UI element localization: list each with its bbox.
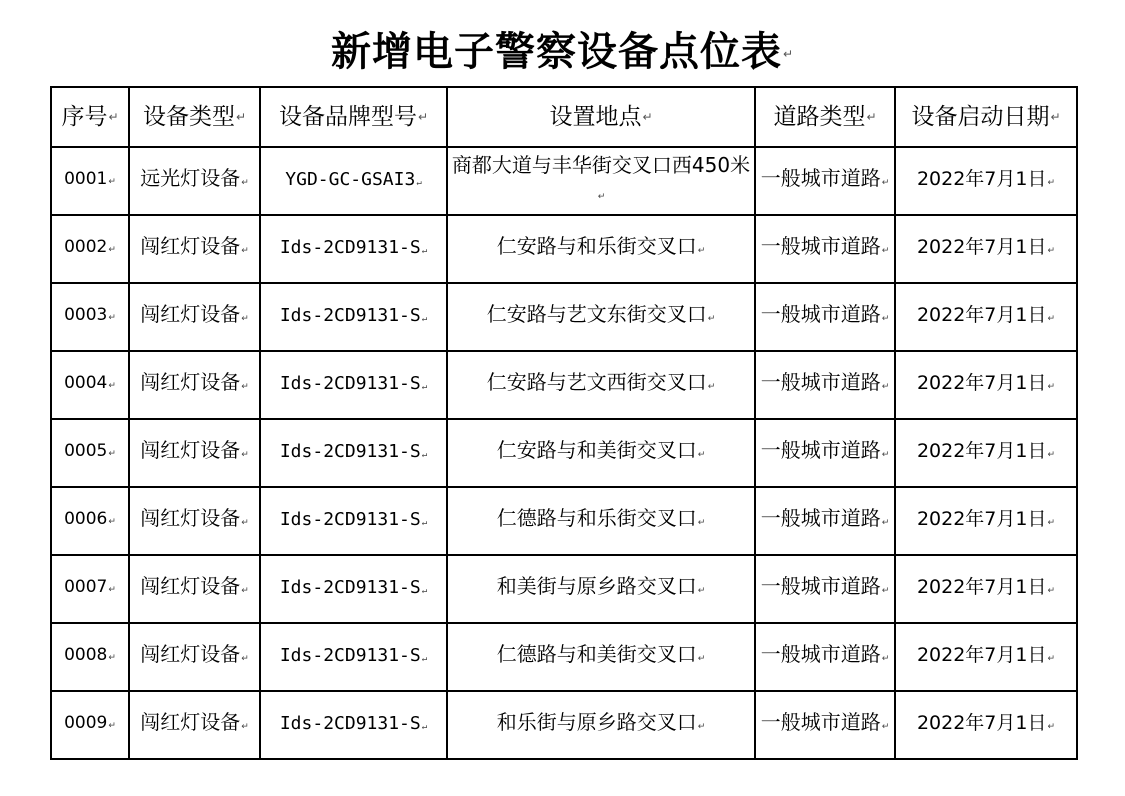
device-table	[50, 86, 1078, 760]
cell-end-mark-icon: ↵	[1047, 721, 1056, 732]
cell-end-mark-icon: ↵	[241, 586, 249, 596]
cell-road-type	[755, 487, 895, 555]
header-cell-location	[447, 87, 755, 147]
paragraph-mark-icon: ↵	[782, 47, 795, 61]
cell-road-type-text: 一般城市道路	[760, 710, 881, 734]
cell-end-mark-icon: ↵	[421, 449, 428, 460]
cell-model	[260, 351, 447, 419]
cell-location-text: 仁安路与和乐街交叉口	[496, 234, 697, 258]
cell-start-date-text: 2022年7月1日	[916, 235, 1047, 258]
cell-location	[447, 215, 755, 283]
cell-start-date-text: 2022年7月1日	[916, 643, 1047, 666]
table-row	[51, 623, 1077, 691]
cell-index	[51, 283, 129, 351]
cell-start-date	[895, 555, 1077, 623]
cell-start-date	[895, 351, 1077, 419]
cell-location-text: 仁安路与艺文西街交叉口	[486, 370, 707, 394]
cell-road-type	[755, 147, 895, 215]
cell-model-text: Ids-2CD9131-S	[279, 440, 421, 462]
cell-location-text: 仁安路与和美街交叉口	[496, 438, 697, 462]
cell-end-mark-icon: ↵	[697, 450, 706, 460]
cell-start-date	[895, 147, 1077, 215]
cell-end-mark-icon: ↵	[416, 177, 422, 188]
cell-road-type-text: 一般城市道路	[760, 234, 881, 258]
table-row	[51, 215, 1077, 283]
cell-device-type	[129, 691, 260, 759]
cell-index	[51, 147, 129, 215]
cell-end-mark-icon: ↵	[1047, 517, 1056, 528]
table-row	[51, 691, 1077, 759]
cell-end-mark-icon: ↵	[881, 382, 890, 392]
cell-end-mark-icon: ↵	[1047, 449, 1056, 460]
cell-end-mark-icon: ↵	[1047, 585, 1056, 596]
cell-index-text: 0009	[64, 713, 108, 733]
table-row	[51, 351, 1077, 419]
cell-model-text: Ids-2CD9131-S	[279, 372, 421, 394]
cell-road-type	[755, 351, 895, 419]
cell-start-date	[895, 419, 1077, 487]
cell-start-date-text: 2022年7月1日	[916, 575, 1047, 598]
paragraph-mark-icon: ↵	[642, 110, 653, 125]
cell-end-mark-icon: ↵	[697, 246, 706, 256]
cell-end-mark-icon: ↵	[421, 245, 428, 256]
cell-device-type	[129, 147, 260, 215]
cell-device-type	[129, 419, 260, 487]
cell-end-mark-icon: ↵	[881, 314, 890, 324]
paragraph-mark-icon: ↵	[417, 110, 429, 125]
cell-end-mark-icon: ↵	[421, 517, 428, 528]
cell-model	[260, 691, 447, 759]
cell-location-text: 和乐街与原乡路交叉口	[496, 710, 697, 734]
cell-index	[51, 555, 129, 623]
cell-location	[447, 283, 755, 351]
page-title	[0, 26, 1125, 80]
header-type-label: 设备类型	[142, 103, 235, 130]
cell-end-mark-icon: ↵	[1047, 653, 1056, 664]
cell-end-mark-icon: ↵	[108, 449, 116, 459]
header-cell-date	[895, 87, 1077, 147]
cell-start-date-text: 2022年7月1日	[916, 507, 1047, 530]
header-cell-type	[129, 87, 260, 147]
cell-location	[447, 623, 755, 691]
cell-end-mark-icon: ↵	[241, 722, 249, 732]
header-index-label: 序号	[61, 103, 108, 130]
cell-end-mark-icon: ↵	[707, 314, 716, 324]
cell-end-mark-icon: ↵	[241, 450, 249, 460]
cell-device-type-text: 闯红灯设备	[140, 710, 241, 734]
table-body	[51, 87, 1077, 759]
cell-location-text: 仁安路与艺文东街交叉口	[486, 302, 707, 326]
cell-model	[260, 147, 447, 215]
cell-index-text: 0003	[64, 305, 108, 325]
cell-index-text: 0007	[64, 577, 108, 597]
cell-end-mark-icon: ↵	[241, 518, 249, 528]
cell-end-mark-icon: ↵	[1047, 177, 1056, 188]
cell-model-text: Ids-2CD9131-S	[279, 304, 421, 326]
cell-end-mark-icon: ↵	[108, 381, 116, 391]
cell-road-type	[755, 691, 895, 759]
cell-location	[447, 351, 755, 419]
cell-road-type-text: 一般城市道路	[760, 302, 881, 326]
cell-device-type	[129, 351, 260, 419]
table-header-row	[51, 87, 1077, 147]
table-row	[51, 555, 1077, 623]
paragraph-mark-icon: ↵	[108, 110, 119, 125]
cell-end-mark-icon: ↵	[421, 381, 428, 392]
cell-model-text: Ids-2CD9131-S	[279, 644, 421, 666]
header-cell-index	[51, 87, 129, 147]
cell-end-mark-icon: ↵	[241, 178, 249, 188]
cell-model	[260, 623, 447, 691]
cell-start-date	[895, 215, 1077, 283]
cell-model	[260, 215, 447, 283]
cell-index-text: 0002	[64, 237, 108, 257]
cell-index-text: 0004	[64, 373, 108, 393]
cell-start-date	[895, 623, 1077, 691]
cell-index	[51, 351, 129, 419]
cell-model	[260, 419, 447, 487]
cell-end-mark-icon: ↵	[241, 314, 249, 324]
cell-end-mark-icon: ↵	[881, 178, 890, 188]
cell-end-mark-icon: ↵	[881, 586, 890, 596]
page-title-text: 新增电子警察设备点位表	[330, 29, 782, 75]
cell-index-text: 0006	[64, 509, 108, 529]
cell-location	[447, 419, 755, 487]
cell-device-type-text: 闯红灯设备	[140, 234, 241, 258]
cell-end-mark-icon: ↵	[881, 654, 890, 664]
cell-end-mark-icon: ↵	[108, 585, 116, 595]
cell-end-mark-icon: ↵	[707, 382, 716, 392]
cell-start-date-text: 2022年7月1日	[916, 371, 1047, 394]
cell-start-date-text: 2022年7月1日	[916, 167, 1047, 190]
cell-model-text: YGD-GC-GSAI3	[285, 168, 416, 190]
cell-device-type-text: 闯红灯设备	[140, 642, 241, 666]
cell-index-text: 0005	[64, 441, 108, 461]
cell-start-date-text: 2022年7月1日	[916, 711, 1047, 734]
cell-model	[260, 487, 447, 555]
cell-device-type-text: 远光灯设备	[140, 166, 241, 190]
cell-end-mark-icon: ↵	[697, 518, 706, 528]
paragraph-mark-icon: ↵	[1050, 110, 1061, 125]
cell-location	[447, 691, 755, 759]
cell-index-text: 0008	[64, 645, 108, 665]
header-model-label: 设备品牌型号	[278, 103, 417, 130]
cell-device-type	[129, 555, 260, 623]
cell-end-mark-icon: ↵	[421, 721, 428, 732]
cell-location	[447, 555, 755, 623]
cell-device-type-text: 闯红灯设备	[140, 370, 241, 394]
cell-device-type	[129, 215, 260, 283]
table-row	[51, 147, 1077, 215]
table-row	[51, 419, 1077, 487]
cell-end-mark-icon: ↵	[697, 654, 706, 664]
cell-model	[260, 283, 447, 351]
cell-index	[51, 691, 129, 759]
cell-model-text: Ids-2CD9131-S	[279, 508, 421, 530]
cell-location-text: 仁德路与和美街交叉口	[496, 642, 697, 666]
cell-location-text: 仁德路与和乐街交叉口	[496, 506, 697, 530]
cell-road-type-text: 一般城市道路	[760, 166, 881, 190]
cell-end-mark-icon: ↵	[421, 313, 428, 324]
cell-road-type-text: 一般城市道路	[760, 642, 881, 666]
header-date-label: 设备启动日期	[911, 103, 1050, 130]
cell-start-date-text: 2022年7月1日	[916, 303, 1047, 326]
paragraph-mark-icon: ↵	[866, 110, 877, 125]
cell-end-mark-icon: ↵	[241, 246, 249, 256]
cell-end-mark-icon: ↵	[241, 382, 249, 392]
cell-end-mark-icon: ↵	[108, 245, 116, 255]
cell-device-type-text: 闯红灯设备	[140, 506, 241, 530]
header-road-label: 道路类型	[773, 103, 866, 130]
header-cell-model	[260, 87, 447, 147]
cell-end-mark-icon: ↵	[108, 313, 116, 323]
cell-device-type	[129, 623, 260, 691]
cell-road-type	[755, 419, 895, 487]
cell-start-date	[895, 487, 1077, 555]
cell-end-mark-icon: ↵	[241, 654, 249, 664]
cell-index	[51, 623, 129, 691]
cell-device-type	[129, 283, 260, 351]
cell-index	[51, 487, 129, 555]
cell-end-mark-icon: ↵	[881, 722, 890, 732]
cell-end-mark-icon: ↵	[597, 191, 606, 202]
cell-road-type-text: 一般城市道路	[760, 574, 881, 598]
cell-end-mark-icon: ↵	[108, 721, 116, 731]
cell-end-mark-icon: ↵	[108, 517, 116, 527]
cell-location	[447, 487, 755, 555]
cell-road-type-text: 一般城市道路	[760, 438, 881, 462]
cell-device-type-text: 闯红灯设备	[140, 574, 241, 598]
cell-start-date	[895, 691, 1077, 759]
cell-index	[51, 215, 129, 283]
cell-road-type-text: 一般城市道路	[760, 370, 881, 394]
cell-device-type-text: 闯红灯设备	[140, 302, 241, 326]
cell-index-text: 0001	[64, 169, 108, 189]
cell-location-text: 商都大道与丰华街交叉口西450米	[451, 152, 751, 177]
table-row	[51, 283, 1077, 351]
cell-end-mark-icon: ↵	[108, 177, 116, 187]
header-location-label: 设置地点	[549, 103, 642, 130]
cell-start-date	[895, 283, 1077, 351]
cell-end-mark-icon: ↵	[108, 653, 116, 663]
cell-index	[51, 419, 129, 487]
cell-end-mark-icon: ↵	[421, 585, 428, 596]
cell-model	[260, 555, 447, 623]
cell-end-mark-icon: ↵	[881, 246, 890, 256]
cell-end-mark-icon: ↵	[697, 586, 706, 596]
cell-end-mark-icon: ↵	[881, 518, 890, 528]
cell-device-type-text: 闯红灯设备	[140, 438, 241, 462]
cell-end-mark-icon: ↵	[1047, 245, 1056, 256]
cell-end-mark-icon: ↵	[421, 653, 428, 664]
cell-location	[447, 147, 755, 215]
cell-road-type	[755, 215, 895, 283]
paragraph-mark-icon: ↵	[235, 110, 247, 125]
cell-location-text: 和美街与原乡路交叉口	[496, 574, 697, 598]
cell-road-type	[755, 623, 895, 691]
cell-end-mark-icon: ↵	[1047, 381, 1056, 392]
cell-end-mark-icon: ↵	[881, 450, 890, 460]
cell-road-type	[755, 555, 895, 623]
cell-device-type	[129, 487, 260, 555]
cell-model-text: Ids-2CD9131-S	[279, 576, 421, 598]
cell-model-text: Ids-2CD9131-S	[279, 712, 421, 734]
header-cell-road	[755, 87, 895, 147]
cell-end-mark-icon: ↵	[697, 722, 706, 732]
cell-end-mark-icon: ↵	[1047, 313, 1056, 324]
cell-model-text: Ids-2CD9131-S	[279, 236, 421, 258]
table-row	[51, 487, 1077, 555]
cell-start-date-text: 2022年7月1日	[916, 439, 1047, 462]
cell-road-type	[755, 283, 895, 351]
cell-road-type-text: 一般城市道路	[760, 506, 881, 530]
